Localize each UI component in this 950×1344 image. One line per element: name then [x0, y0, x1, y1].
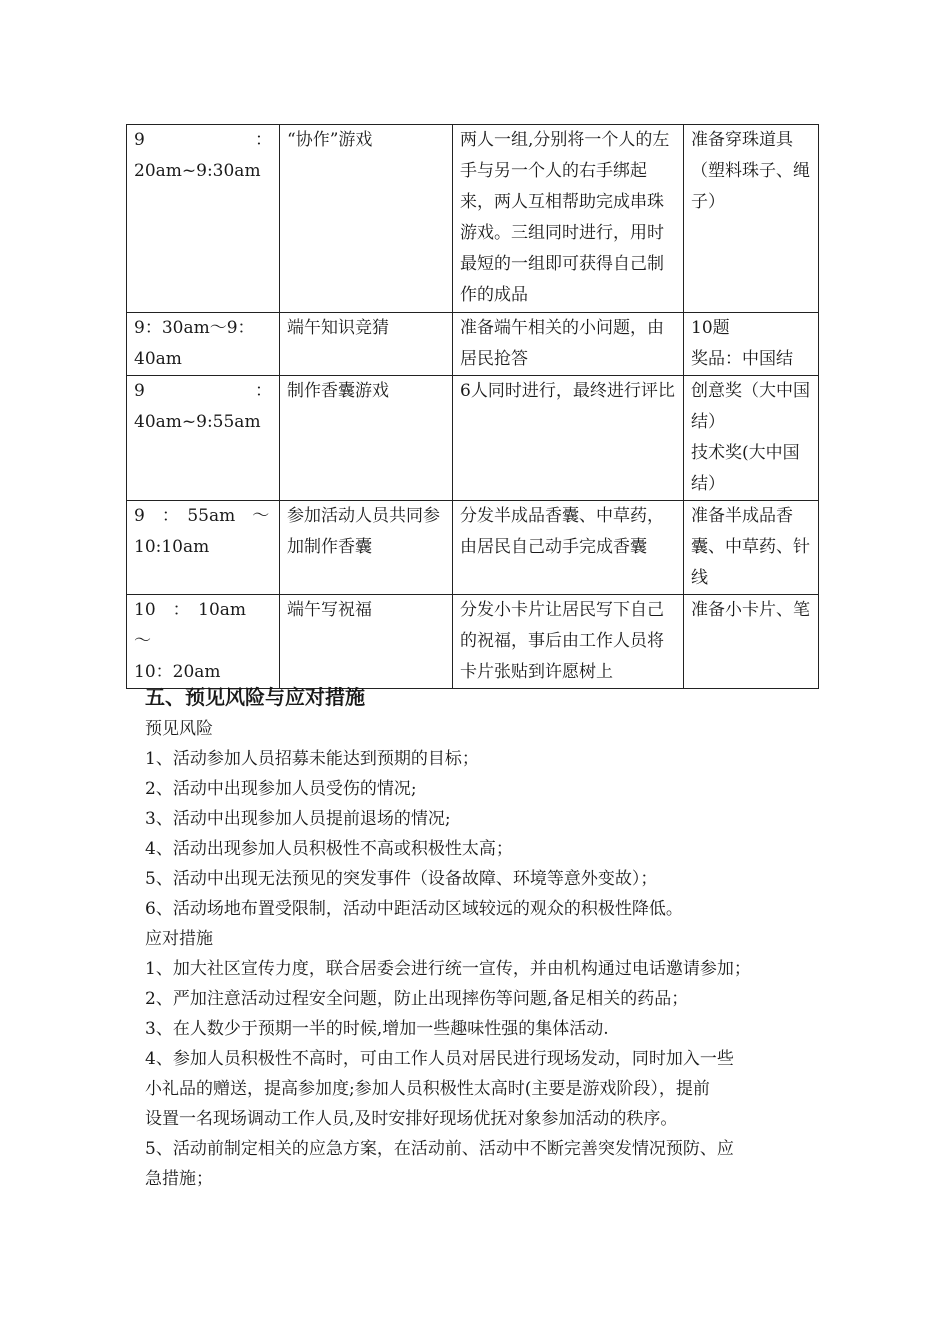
- time-cell: [127, 125, 280, 313]
- measure-item: 小礼品的赠送，提高参加度;参加人员积极性太高时(主要是游戏阶段），提前: [145, 1079, 710, 1099]
- description-cell: 分发小卡片让居民写下自己的祝福，事后由工作人员将卡片张贴到许愿树上: [453, 595, 684, 689]
- time-start: 9：30am～9：: [134, 318, 255, 338]
- measure-item: 4、参加人员积极性不高时，可由工作人员对居民进行现场发动，同时加入一些: [145, 1049, 734, 1069]
- time-end: 40am~9:55am: [134, 412, 261, 432]
- table-row: [127, 125, 819, 313]
- prep-line: 奖品：中国结: [691, 349, 793, 369]
- preparation-cell: [684, 376, 819, 501]
- preparation-cell: 准备穿珠道具（塑料珠子、绳子）: [684, 125, 819, 313]
- measure-item: 急措施；: [145, 1169, 213, 1189]
- table-row: [127, 595, 819, 689]
- risk-item: 6、活动场地布置受限制，活动中距活动区域较远的观众的积极性降低。: [145, 899, 683, 919]
- activity-cell: 参加活动人员共同参加制作香囊: [280, 501, 453, 595]
- activity-cell: “协作”游戏: [280, 125, 453, 313]
- section-heading: 五、预见风险与应对措施: [145, 685, 365, 709]
- activity-cell: 端午写祝福: [280, 595, 453, 689]
- measure-item: 1、加大社区宣传力度，联合居委会进行统一宣传，并由机构通过电话邀请参加；: [145, 959, 751, 979]
- table-row: [127, 376, 819, 501]
- description-cell: 两人一组,分别将一个人的左手与另一个人的右手绑起来，两人互相帮助完成串珠游戏。三组同时进行，用时最短的一组即可获得自己制作的成品: [453, 125, 684, 313]
- risk-item: 2、活动中出现参加人员受伤的情况;: [145, 779, 417, 799]
- time-end: 40am: [134, 349, 182, 369]
- measures-subheading: 应对措施: [145, 929, 213, 949]
- time-start: 9 ： 55am ～: [134, 506, 270, 526]
- time-cell: [127, 376, 280, 501]
- risk-item: 4、活动出现参加人员积极性不高或积极性太高；: [145, 839, 513, 859]
- preparation-cell: 准备半成品香囊、中草药、针线: [684, 501, 819, 595]
- time-end: 10:10am: [134, 537, 210, 557]
- risk-item: 1、活动参加人员招募未能达到预期的目标；: [145, 749, 479, 769]
- risk-item: 3、活动中出现参加人员提前退场的情况;: [145, 809, 451, 829]
- description-cell: 6人同时进行，最终进行评比: [453, 376, 684, 501]
- prep-line: 技术奖(大中国结）: [691, 443, 800, 494]
- time-cell: [127, 313, 280, 376]
- measure-item: 设置一名现场调动工作人员,及时安排好现场优抚对象参加活动的秩序。: [145, 1109, 678, 1129]
- time-end: 20am~9:30am: [134, 161, 261, 181]
- measure-item: 5、活动前制定相关的应急方案，在活动前、活动中不断完善突发情况预防、应: [145, 1139, 734, 1159]
- description-cell: 准备端午相关的小问题，由居民抢答: [453, 313, 684, 376]
- time-cell: [127, 595, 280, 689]
- time-start: 9: [134, 381, 145, 401]
- prep-line: 创意奖（大中国结）: [691, 381, 810, 432]
- preparation-cell: [684, 313, 819, 376]
- time-start: 9: [134, 130, 145, 150]
- time-cell: [127, 501, 280, 595]
- measure-item: 2、严加注意活动过程安全问题，防止出现摔伤等问题,备足相关的药品；: [145, 989, 689, 1009]
- activity-cell: 制作香囊游戏: [280, 376, 453, 501]
- measure-item: 3、在人数少于预期一半的时候,增加一些趣味性强的集体活动.: [145, 1019, 609, 1039]
- time-colon: ：: [255, 381, 272, 401]
- prep-line: 10题: [691, 318, 730, 338]
- table-row: [127, 313, 819, 376]
- activity-cell: 端午知识竞猜: [280, 313, 453, 376]
- preparation-cell: 准备小卡片、笔: [684, 595, 819, 689]
- time-start: 10 ： 10am ～: [134, 600, 264, 651]
- risks-subheading: 预见风险: [145, 719, 213, 739]
- risk-section: [145, 680, 825, 1194]
- table-row: [127, 501, 819, 595]
- risk-item: 5、活动中出现无法预见的突发事件（设备故障、环境等意外变故）；: [145, 869, 658, 889]
- time-end: 10：20am: [134, 662, 221, 682]
- activity-schedule-table: [126, 124, 819, 689]
- time-colon: ：: [255, 130, 272, 150]
- description-cell: 分发半成品香囊、中草药，由居民自己动手完成香囊: [453, 501, 684, 595]
